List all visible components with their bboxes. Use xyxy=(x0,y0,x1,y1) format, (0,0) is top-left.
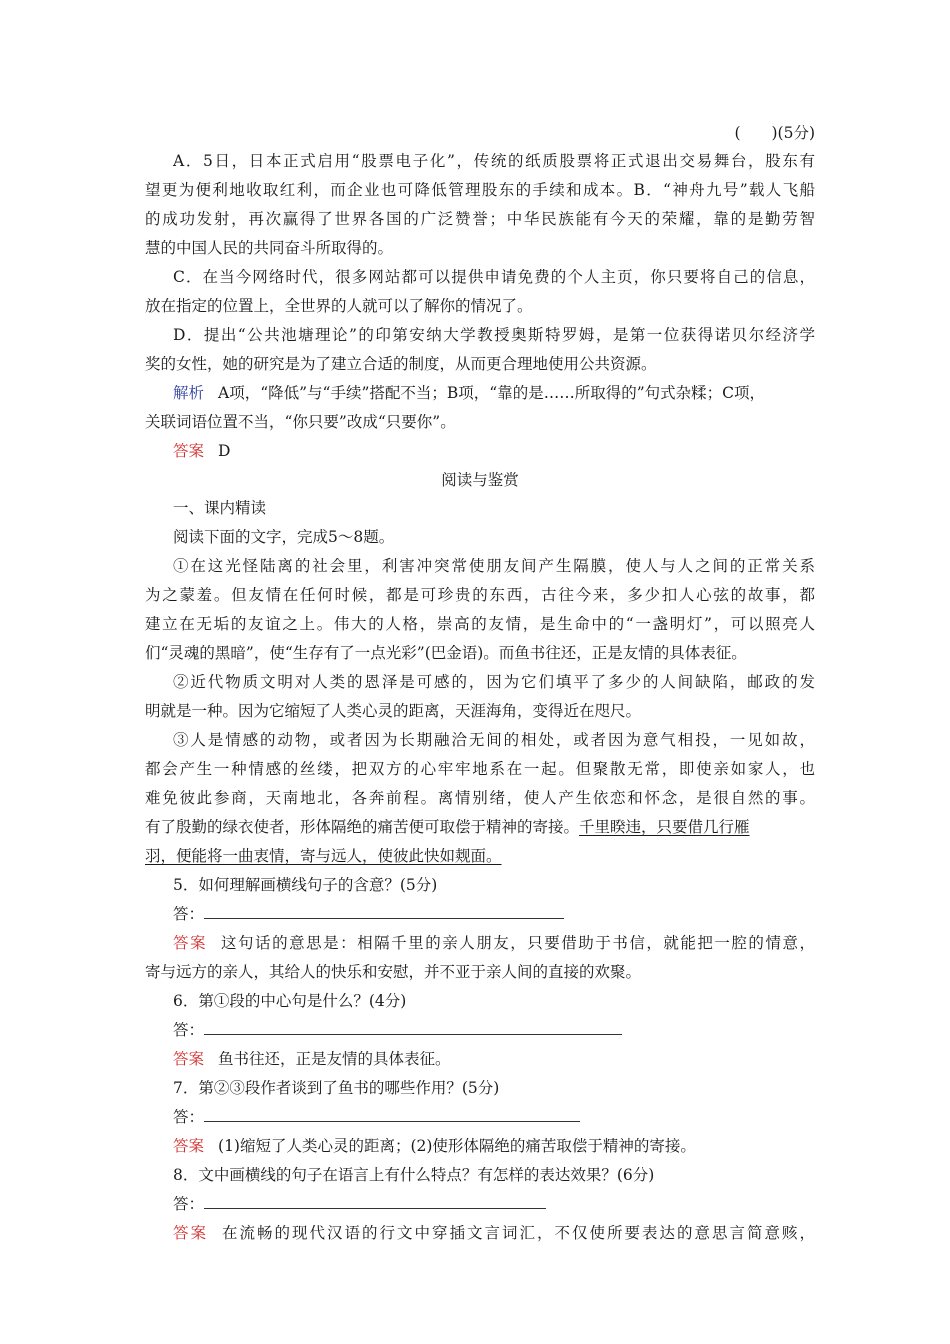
para3-line-4 xyxy=(145,817,815,837)
question-5-answer-line-2: 寄与远方的亲人，其给人的快乐和安慰，并不亚于亲人间的直接的欢聚。 xyxy=(145,963,642,981)
question-8-answer-field[interactable] xyxy=(173,1194,843,1214)
q4-option-a-line-2: 望更为便利地收取红利，而企业也可降低管理股东的手续和成本。B．“神舟九号”载人飞船 xyxy=(145,181,815,199)
question-6-answer xyxy=(173,1049,843,1069)
answer-blank[interactable] xyxy=(204,1020,622,1035)
para1-line-4: 们“灵魂的黑暗”，使“生存有了一点光彩”(巴金语)。而鱼书往还，正是友情的具体表征。 xyxy=(145,644,747,662)
q4-analysis-line-2: 关联词语位置不当，“你只要”改成“只要你”。 xyxy=(145,413,456,431)
para1-line-2: 为之蒙羞。但友情在任何时候，都是可珍贵的东西，古往今来，多少扣人心弦的故事，都 xyxy=(145,586,815,604)
question-6-answer-field[interactable] xyxy=(173,1020,843,1040)
answer-label: 答案 xyxy=(173,442,205,460)
question-5: 5．如何理解画横线句子的含意？(5分) xyxy=(173,876,438,894)
answer-prefix: 答： xyxy=(173,1021,205,1039)
q4-option-c-line-2: 放在指定的位置上，全世界的人就可以了解你的情况了。 xyxy=(145,297,533,315)
question-6: 6．第①段的中心句是什么？(4分) xyxy=(173,992,407,1010)
para3-plain: 有了殷勤的绿衣使者，形体隔绝的痛苦便可取偿于精神的寄接。 xyxy=(145,818,580,836)
q4-option-d-line-1: D．提出“公共池塘理论”的印第安纳大学教授奥斯特罗姆，是第一位获得诺贝尔经济学 xyxy=(173,326,815,344)
answer-label: 答案 xyxy=(173,1224,208,1242)
answer-prefix: 答： xyxy=(173,1108,205,1126)
underlined-sentence-part-1: 千里睽违，只要借几行雁 xyxy=(579,818,750,836)
question-8-answer xyxy=(173,1223,815,1243)
answer-value: D xyxy=(218,442,231,460)
answer-blank[interactable] xyxy=(204,904,564,919)
question-7: 7．第②③段作者谈到了鱼书的哪些作用？(5分) xyxy=(173,1079,500,1097)
answer-text: (1)缩短了人类心灵的距离；(2)使形体隔绝的痛苦取偿于精神的寄接。 xyxy=(218,1137,696,1155)
answer-text: 在流畅的现代汉语的行文中穿插文言词汇，不仅使所要表达的意思言简意赅， xyxy=(222,1224,815,1242)
answer-blank[interactable] xyxy=(204,1107,580,1122)
analysis-text: A项，“降低”与“手续”搭配不当；B项，“靠的是……所取得的”句式杂糅；C项， xyxy=(218,384,766,402)
para2-line-2: 明就是一种。因为它缩短了人类心灵的距离，天涯海角，变得近在咫尺。 xyxy=(145,702,642,720)
para3-line-1: ③人是情感的动物，或者因为长期融洽无间的相处，或者因为意气相投，一见如故， xyxy=(173,731,815,749)
underlined-sentence-part-2: 羽，便能将一曲衷情，寄与远人，使彼此快如觌面。 xyxy=(145,847,502,865)
para3-line-5 xyxy=(145,846,815,866)
q4-marks: ( )(5分) xyxy=(734,124,815,142)
question-7-answer xyxy=(173,1136,843,1156)
q4-analysis-line-1 xyxy=(173,383,815,403)
question-7-answer-field[interactable] xyxy=(173,1107,843,1127)
instruction: 阅读下面的文字，完成5～8题。 xyxy=(173,528,395,546)
para3-line-3: 难免彼此参商，天南地北，各奔前程。离情别绪，使人产生依恋和怀念，是很自然的事。 xyxy=(145,789,815,807)
answer-label: 答案 xyxy=(173,1137,205,1155)
para1-line-1: ①在这光怪陆离的社会里，利害冲突常使朋友间产生隔膜，使人与人之间的正常关系 xyxy=(173,557,815,575)
question-8: 8．文中画横线的句子在语言上有什么特点？有怎样的表达效果？(6分) xyxy=(173,1166,655,1184)
answer-text: 这句话的意思是：相隔千里的亲人朋友，只要借助于书信，就能把一腔的情意， xyxy=(221,934,815,952)
answer-prefix: 答： xyxy=(173,905,205,923)
question-5-answer-field[interactable] xyxy=(173,904,843,924)
q4-option-a-line-1: A．5日，日本正式启用“股票电子化”，传统的纸质股票将正式退出交易舞台，股东有 xyxy=(173,152,815,170)
answer-prefix: 答： xyxy=(173,1195,205,1213)
q4-option-d-line-2: 奖的女性，她的研究是为了建立合适的制度，从而更合理地使用公共资源。 xyxy=(145,355,657,373)
q4-answer xyxy=(173,441,843,461)
q4-option-a-line-4: 慧的中国人民的共同奋斗所取得的。 xyxy=(145,239,394,257)
analysis-label: 解析 xyxy=(173,384,205,402)
question-5-answer-line-1 xyxy=(173,933,815,953)
q4-option-c-line-1: C．在当今网络时代，很多网站都可以提供申请免费的个人主页，你只要将自己的信息， xyxy=(173,268,815,286)
para1-line-3: 建立在无垢的友谊之上。伟大的人格，崇高的友情，是生命中的“一盏明灯”，可以照亮人 xyxy=(145,615,815,633)
para3-line-2: 都会产生一种情感的丝缕，把双方的心牢牢地系在一起。但聚散无常，即使亲如家人，也 xyxy=(145,760,815,778)
q4-option-a-line-3: 的成功发射，再次赢得了世界各国的广泛赞誉；中华民族能有今天的荣耀，靠的是勤劳智 xyxy=(145,210,815,228)
sub-title: 一、课内精读 xyxy=(173,499,267,517)
answer-blank[interactable] xyxy=(204,1194,546,1209)
para2-line-1: ②近代物质文明对人类的恩泽是可感的，因为它们填平了多少的人间缺陷，邮政的发 xyxy=(173,673,815,691)
answer-label: 答案 xyxy=(173,934,208,952)
answer-text: 鱼书往还，正是友情的具体表征。 xyxy=(218,1050,451,1068)
answer-label: 答案 xyxy=(173,1050,205,1068)
section-title: 阅读与鉴赏 xyxy=(441,471,519,489)
